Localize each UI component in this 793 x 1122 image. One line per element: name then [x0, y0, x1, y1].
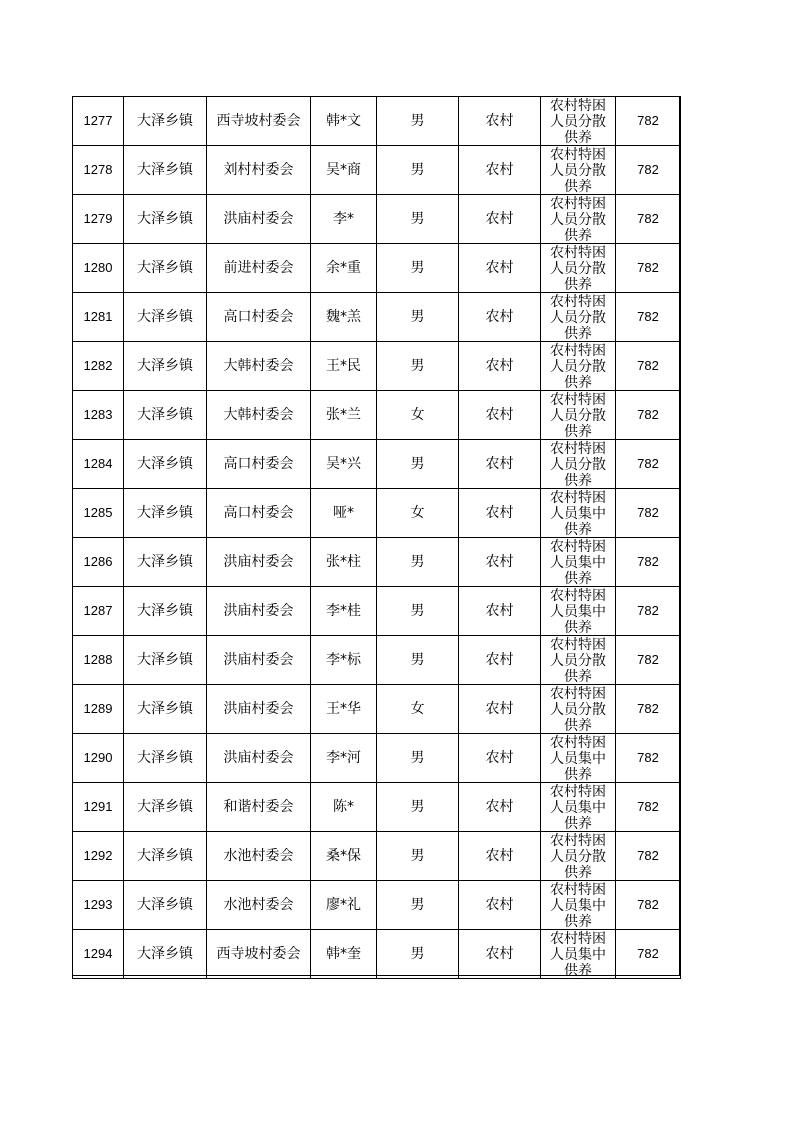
cell-support-category: [541, 930, 616, 979]
cell-village-committee: 洪庙村委会: [207, 538, 311, 587]
cell-village-committee: 洪庙村委会: [207, 636, 311, 685]
cell-person-name: 李*河: [311, 734, 377, 783]
cell-town: 大泽乡镇: [124, 832, 207, 881]
cell-gender: 男: [377, 440, 459, 489]
cell-gender: 男: [377, 342, 459, 391]
cell-gender: 男: [377, 244, 459, 293]
support-category-text: 农村特困人员集中供养: [550, 882, 606, 929]
cell-area-type: 农村: [459, 244, 541, 293]
cell-town: 大泽乡镇: [124, 342, 207, 391]
cell-town: 大泽乡镇: [124, 391, 207, 440]
cell-support-category: [541, 734, 616, 783]
cell-serial-number: 1281: [73, 293, 124, 342]
cell-support-category: [541, 195, 616, 244]
cell-area-type: 农村: [459, 685, 541, 734]
cell-village-committee: 水池村委会: [207, 881, 311, 930]
support-category-text: 农村特困人员分散供养: [550, 245, 606, 292]
cell-person-name: 李*桂: [311, 587, 377, 636]
cell-serial-number: 1283: [73, 391, 124, 440]
support-category-text: 农村特困人员集中供养: [550, 931, 606, 978]
cell-person-name: 韩*文: [311, 97, 377, 146]
cell-town: 大泽乡镇: [124, 783, 207, 832]
cell-area-type: 农村: [459, 489, 541, 538]
cell-amount: 782: [616, 146, 681, 195]
cell-area-type: 农村: [459, 97, 541, 146]
cell-town: 大泽乡镇: [124, 930, 207, 979]
cell-serial-number: 1293: [73, 881, 124, 930]
cell-person-name: 桑*保: [311, 832, 377, 881]
cell-gender: 男: [377, 881, 459, 930]
cell-gender: 男: [377, 832, 459, 881]
cell-serial-number: 1278: [73, 146, 124, 195]
cell-area-type: 农村: [459, 440, 541, 489]
cell-amount: 782: [616, 97, 681, 146]
cell-support-category: [541, 244, 616, 293]
cell-person-name: 魏*羔: [311, 293, 377, 342]
cell-serial-number: 1285: [73, 489, 124, 538]
table-row: [73, 930, 681, 979]
cell-support-category: [541, 832, 616, 881]
cell-town: 大泽乡镇: [124, 97, 207, 146]
cell-village-committee: 高口村委会: [207, 293, 311, 342]
cell-serial-number: 1290: [73, 734, 124, 783]
cell-gender: 男: [377, 97, 459, 146]
cell-gender: 女: [377, 391, 459, 440]
cell-support-category: [541, 391, 616, 440]
table-row: [73, 146, 681, 195]
table-row: [73, 244, 681, 293]
cell-amount: 782: [616, 538, 681, 587]
cell-gender: 男: [377, 587, 459, 636]
table-row: [73, 587, 681, 636]
cell-support-category: [541, 783, 616, 832]
cell-amount: 782: [616, 685, 681, 734]
cell-town: 大泽乡镇: [124, 685, 207, 734]
cell-village-committee: 水池村委会: [207, 832, 311, 881]
cell-support-category: [541, 685, 616, 734]
support-category-text: 农村特困人员分散供养: [550, 637, 606, 684]
cell-area-type: 农村: [459, 293, 541, 342]
cell-serial-number: 1282: [73, 342, 124, 391]
support-category-text: 农村特困人员分散供养: [550, 833, 606, 880]
cell-area-type: 农村: [459, 195, 541, 244]
cell-area-type: 农村: [459, 587, 541, 636]
cell-town: 大泽乡镇: [124, 440, 207, 489]
cell-gender: 男: [377, 538, 459, 587]
cell-person-name: 王*民: [311, 342, 377, 391]
table-row: [73, 489, 681, 538]
cell-person-name: 李*: [311, 195, 377, 244]
cell-area-type: 农村: [459, 734, 541, 783]
support-category-text: 农村特困人员分散供养: [550, 441, 606, 488]
support-category-text: 农村特困人员集中供养: [550, 539, 606, 586]
table-row: [73, 293, 681, 342]
cell-amount: 782: [616, 342, 681, 391]
cell-town: 大泽乡镇: [124, 587, 207, 636]
support-category-text: 农村特困人员分散供养: [550, 294, 606, 341]
cell-support-category: [541, 342, 616, 391]
cell-village-committee: 洪庙村委会: [207, 685, 311, 734]
support-category-text: 农村特困人员分散供养: [550, 392, 606, 439]
cell-amount: 782: [616, 391, 681, 440]
cell-area-type: 农村: [459, 881, 541, 930]
cell-person-name: 廖*礼: [311, 881, 377, 930]
cell-area-type: 农村: [459, 391, 541, 440]
cell-serial-number: 1292: [73, 832, 124, 881]
table-row: [73, 783, 681, 832]
cell-amount: 782: [616, 832, 681, 881]
cell-town: 大泽乡镇: [124, 734, 207, 783]
cell-serial-number: 1280: [73, 244, 124, 293]
cell-village-committee: 洪庙村委会: [207, 587, 311, 636]
cell-town: 大泽乡镇: [124, 881, 207, 930]
cell-gender: 男: [377, 783, 459, 832]
cell-village-committee: 洪庙村委会: [207, 734, 311, 783]
cell-support-category: [541, 587, 616, 636]
cell-gender: 女: [377, 685, 459, 734]
table-row: [73, 342, 681, 391]
cell-town: 大泽乡镇: [124, 146, 207, 195]
cell-town: 大泽乡镇: [124, 195, 207, 244]
cell-village-committee: 高口村委会: [207, 489, 311, 538]
cell-town: 大泽乡镇: [124, 538, 207, 587]
cell-serial-number: 1287: [73, 587, 124, 636]
cell-serial-number: 1286: [73, 538, 124, 587]
cell-serial-number: 1277: [73, 97, 124, 146]
cell-serial-number: 1289: [73, 685, 124, 734]
support-category-text: 农村特困人员集中供养: [550, 490, 606, 537]
cell-support-category: [541, 293, 616, 342]
cell-village-committee: 刘村村委会: [207, 146, 311, 195]
cell-gender: 女: [377, 489, 459, 538]
cell-area-type: 农村: [459, 832, 541, 881]
cell-gender: 男: [377, 195, 459, 244]
cell-village-committee: 西寺坡村委会: [207, 930, 311, 979]
support-category-text: 农村特困人员集中供养: [550, 588, 606, 635]
cell-person-name: 陈*: [311, 783, 377, 832]
cell-area-type: 农村: [459, 783, 541, 832]
cell-gender: 男: [377, 930, 459, 979]
cell-gender: 男: [377, 293, 459, 342]
cell-support-category: [541, 146, 616, 195]
cell-person-name: 余*重: [311, 244, 377, 293]
cell-person-name: 吴*商: [311, 146, 377, 195]
table-row: [73, 391, 681, 440]
cell-town: 大泽乡镇: [124, 293, 207, 342]
cell-serial-number: 1279: [73, 195, 124, 244]
support-category-text: 农村特困人员分散供养: [550, 98, 606, 145]
cell-amount: 782: [616, 244, 681, 293]
table-row: [73, 734, 681, 783]
table-row: [73, 195, 681, 244]
table-body: [73, 97, 681, 979]
cell-town: 大泽乡镇: [124, 636, 207, 685]
cell-support-category: [541, 97, 616, 146]
cell-support-category: [541, 440, 616, 489]
table-row: [73, 881, 681, 930]
cell-amount: 782: [616, 489, 681, 538]
cell-amount: 782: [616, 440, 681, 489]
cell-person-name: 张*兰: [311, 391, 377, 440]
cell-person-name: 李*标: [311, 636, 377, 685]
cell-amount: 782: [616, 783, 681, 832]
cell-village-committee: 和谐村委会: [207, 783, 311, 832]
records-table: [72, 96, 681, 979]
support-category-text: 农村特困人员分散供养: [550, 147, 606, 194]
cell-serial-number: 1284: [73, 440, 124, 489]
table-row: [73, 832, 681, 881]
cell-town: 大泽乡镇: [124, 489, 207, 538]
cell-serial-number: 1291: [73, 783, 124, 832]
support-category-text: 农村特困人员集中供养: [550, 784, 606, 831]
cell-person-name: 韩*奎: [311, 930, 377, 979]
cell-village-committee: 洪庙村委会: [207, 195, 311, 244]
cell-area-type: 农村: [459, 538, 541, 587]
cell-village-committee: 高口村委会: [207, 440, 311, 489]
cell-area-type: 农村: [459, 146, 541, 195]
cell-village-committee: 前进村委会: [207, 244, 311, 293]
cell-town: 大泽乡镇: [124, 244, 207, 293]
cell-amount: 782: [616, 881, 681, 930]
cell-support-category: [541, 489, 616, 538]
support-category-text: 农村特困人员分散供养: [550, 343, 606, 390]
cell-amount: 782: [616, 734, 681, 783]
table-row: [73, 636, 681, 685]
cell-support-category: [541, 538, 616, 587]
cell-amount: 782: [616, 195, 681, 244]
cell-village-committee: 大韩村委会: [207, 391, 311, 440]
cell-person-name: 哑*: [311, 489, 377, 538]
support-category-text: 农村特困人员分散供养: [550, 196, 606, 243]
cell-person-name: 张*柱: [311, 538, 377, 587]
cell-amount: 782: [616, 930, 681, 979]
cell-village-committee: 大韩村委会: [207, 342, 311, 391]
cell-amount: 782: [616, 587, 681, 636]
table-row: [73, 440, 681, 489]
table-row: [73, 538, 681, 587]
cell-person-name: 王*华: [311, 685, 377, 734]
cell-area-type: 农村: [459, 342, 541, 391]
table-row: [73, 97, 681, 146]
cell-amount: 782: [616, 293, 681, 342]
cell-area-type: 农村: [459, 636, 541, 685]
cell-gender: 男: [377, 146, 459, 195]
cell-amount: 782: [616, 636, 681, 685]
table-row: [73, 685, 681, 734]
cell-support-category: [541, 881, 616, 930]
cell-serial-number: 1294: [73, 930, 124, 979]
cell-support-category: [541, 636, 616, 685]
support-category-text: 农村特困人员分散供养: [550, 686, 606, 733]
cell-gender: 男: [377, 734, 459, 783]
cell-gender: 男: [377, 636, 459, 685]
support-category-text: 农村特困人员集中供养: [550, 735, 606, 782]
cell-serial-number: 1288: [73, 636, 124, 685]
cell-village-committee: 西寺坡村委会: [207, 97, 311, 146]
cell-area-type: 农村: [459, 930, 541, 979]
cell-person-name: 吴*兴: [311, 440, 377, 489]
